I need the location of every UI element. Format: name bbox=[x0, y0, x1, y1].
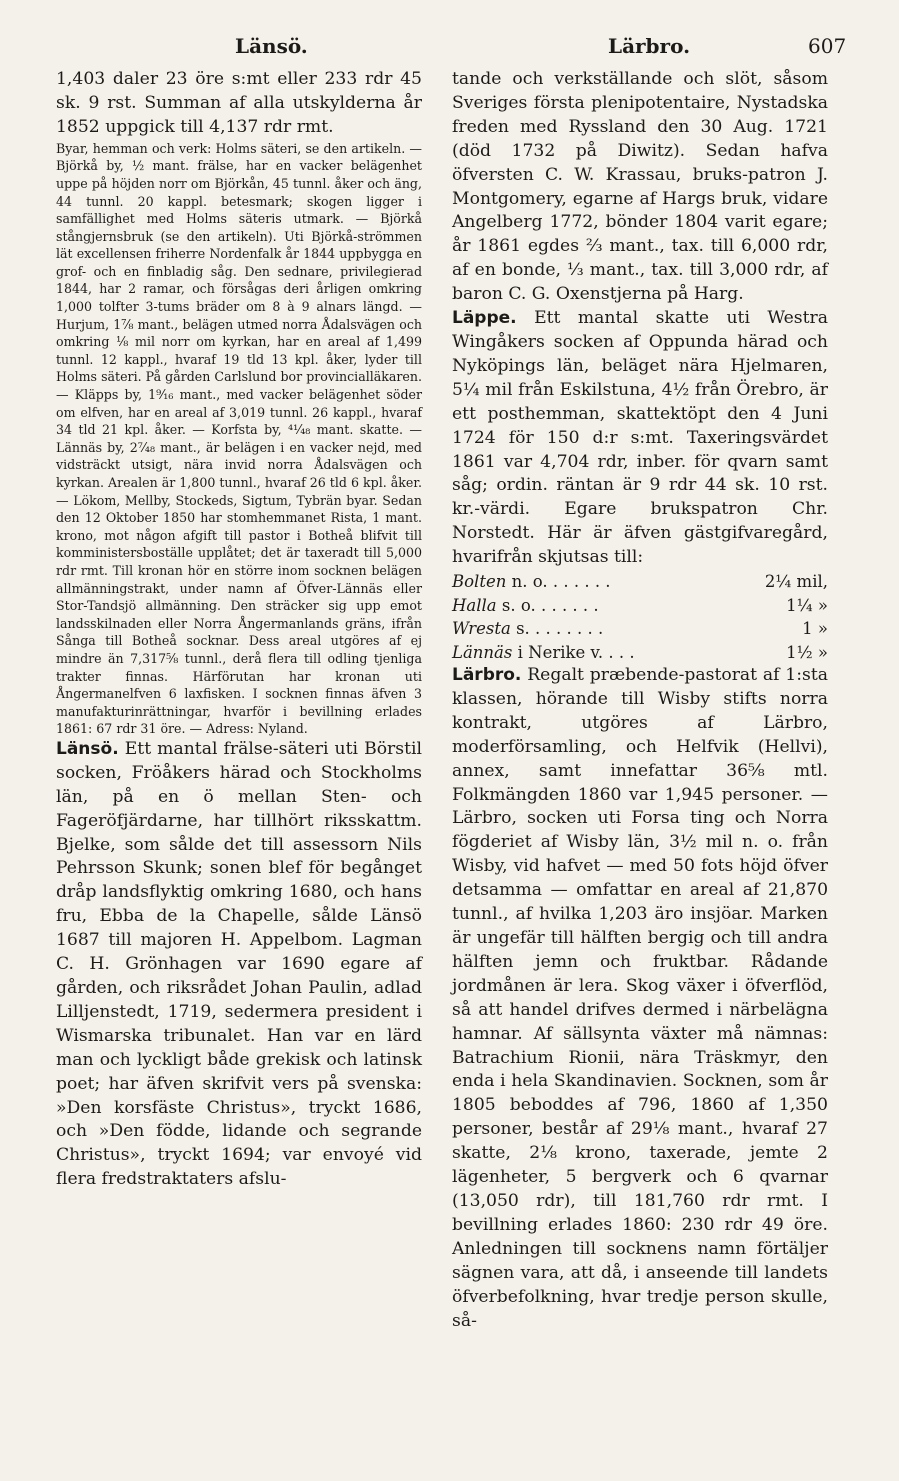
distance-row bbox=[452, 641, 828, 665]
distance-value: 1 » bbox=[802, 619, 828, 639]
left-column bbox=[56, 68, 422, 1192]
headword-larbro: Lärbro. bbox=[452, 665, 522, 686]
distance-place: Halla bbox=[452, 595, 497, 615]
entry-larbro bbox=[452, 664, 828, 1333]
distance-place: Wresta bbox=[452, 619, 511, 639]
entry-lanso bbox=[56, 738, 422, 1192]
distance-direction: n. o. . . . . . . bbox=[511, 572, 611, 592]
distance-row bbox=[452, 570, 828, 594]
left-paragraph-villages: Byar, hemman och verk: Holms säteri, se den artikeln. — Björkå by, ½ mant. frälse, har en vacker belägenhet uppe på höjden norr om Björkån, 45 tunnl. åker och äng, 44 tunnl. 20 kappl. betesmark; skogen ligger i samfällighet med Holms säteris utmark. — Björkå stångjernsbruk (se den artikeln). Uti Björkå-strömmen lät excellensen friherre Nordenfalk år 1844 uppbygga en grof- och en finbladig såg. Den sednare, privilegierad 1844, har 2 ramar, och försågas deri årligen omkring 1,000 tolfter 3-tums bräder om 8 à 9 alnars längd. — Hurjum, 1⅞ mant., belägen utmed norra Ådalsvägen och omkring ⅛ mil norr om kyrkan, har en areal af 1,499 tunnl. 12 kappl., hvaraf 19 tld 13 kpl. åker, lyder till Holms säteri. På gården Carlslund bor provincialläkaren. — Kläpps by, 1⁹⁄₁₆ mant., med vacker belägenhet söder om elfven, har en areal af 3,019 tunnl. 26 kappl., hvaraf 34 tld 21 kpl. åker. — Korfsta by, ⁴¹⁄₄₈ mant. skatte. — Lännäs by, 2⁷⁄₄₈ mant., är belägen i en vacker nejd, med vidsträckt utsigt, nära invid norra Ådalsvägen och kyrkan. Arealen är 1,800 tunnl., hvaraf 26 tld 6 kpl. åker. — Lökom, Mellby, Stockeds, Sigtum, Tybrän byar. Sedan den 12 Oktober 1850 har stomhemmanet Rista, 1 mant. krono, mot någon afgift till pastor i Botheå blifvit till komministersboställe upplåtet; det är taxeradt till 5,000 rdr rmt. Till kronan hör en större inom socknen belägen allmänningstrakt, under namn af Öfver-Lännäs eller Stor-Tandsjö allmänning. Den sträcker sig upp emot landsskilnaden eller Norra Ångermanlands gräns, ifrån Sånga till Botheå socknar. Dess areal utgöres af ej mindre än 7,317⅝ tunnl., derå flera till odling tjenliga trakter finnas. Härförutan har kronan uti Ångermanelfven 6 laxfisken. I socknen finnas äfven 3 manufakturinrättningar, hvarför i bevillning erlades 1861: 67 rdr 31 öre. — Adress: Nyland. bbox=[56, 140, 422, 737]
entry-lappe-text: Ett mantal skatte uti Westra Wingåkers socken af Oppunda härad och Nyköpings län, beläget nära Hjelmaren, 5¼ mil från Eskilstuna, 4½ från Örebro, är ett posthemman, skattektöpt den 4 Juni 1724 för 150 d:r s:mt. Taxeringsvärdet 1861 var 4,704 rdr, inber. för qvarn samt såg; ordin. räntan är 9 rdr 44 sk. 10 rst. kr.-värdi. Egare brukspatron Chr. Norstedt. Här är äfven gästgifvaregård, hvarifrån skjutsas till: bbox=[452, 308, 828, 568]
right-paragraph-1: tande och verkställande och slöt, såsom Sveriges första plenipotentaire, Nystadska freden med Ryssland den 30 Aug. 1721 (död 1732 på Diwitz). Sedan hafva öfversten C. W. Krassau, bruks-patron J. Montgomery, egarne af Hargs bruk, vidare Angelberg 1772, bönder 1804 varit egare; år 1861 egdes ⅔ mant., tax. till 6,000 rdr, af en bonde, ⅓ mant., tax. till 3,000 rdr, af baron C. G. Oxenstjerna på Harg. bbox=[452, 69, 828, 305]
distance-direction: s. o. . . . . . . bbox=[501, 595, 599, 615]
entry-larbro-text: Regalt præbende-pastorat af 1:sta klassen, hörande till Wisby stifts norra kontrakt, utgöres af Lärbro, moderförsamling, och Helfvik (Hellvi), annex, samt innefattar 36⅝ mtl. Folkmängden 1860 var 1,945 personer. — Lärbro, socken uti Forsa ting och Norra fögderiet af Wisby län, 3½ mil n. o. från Wisby, vid hafvet — med 50 fots höjd öfver detsamma — omfattar en areal af 21,870 tunnl., af hvilka 1,203 äro insjöar. Marken är ungefär till hälften bergig och till andra hälften jemn och fruktbar. Rådande jordmånen är lera. Skog växer i öfverflöd, så att handel drifves dermed i närbelägna hamnar. Af sällsynta växter må nämnas: Batrachium Rionii, nära Träskmyr, den enda i hela Skandinavien. Socknen, som år 1805 beboddes af 796, 1860 af 1,350 personer, består af 29⅛ mant., hvaraf 27 skatte, 2⅛ krono, taxerade, jemte 2 lägenheter, 5 bergverk och 6 qvarnar (13,050 rdr), till 181,760 rdr rmt. I bevillning erlades 1860: 230 rdr 49 öre. Anledningen till socknens namn förtäljer sägnen vara, att då, i anseende till landets öfverbefolkning, hvar tredje person skulle, så- bbox=[452, 665, 828, 1331]
distance-value: 1¼ » bbox=[786, 595, 828, 615]
running-head-left: Länsö. bbox=[235, 34, 308, 58]
distance-place: Bolten bbox=[452, 572, 507, 592]
distance-place: Lännäs bbox=[452, 642, 513, 662]
distance-table bbox=[452, 570, 828, 664]
headword-lappe: Läppe. bbox=[452, 308, 517, 329]
right-column bbox=[452, 68, 828, 1333]
distance-value: 2¼ mil, bbox=[764, 572, 828, 592]
entry-lanso-text: Ett mantal frälse-säteri uti Börstil socken, Fröåkers härad och Stockholms län, på en ö mellan Sten- och Fageröfjärdarne, har tillhört riksskattm. Bjelke, som sålde det till assessorn Nils Pehrsson Skunk; sonen blef för begånget dråp landsflyktig omkring 1680, och hans fru, Ebba de la Chapelle, sålde Länsö 1687 till majoren H. Appelbom. Lagman C. H. Grönhagen var 1690 egare af gården, och riksrådet Johan Paulin, adlad Lilljenstedt, 1719, sedermera president i Wismarska tribunalet. Han var en lärd man och lyckligt både grekisk och latinsk poet; har äfven skrifvit vers på svenska: »Den korsfäste Christus», tryckt 1686, och »Den födde, lidande och segrande Christus», tryckt 1694; var envoyé vid flera fredstraktaters afslu- bbox=[56, 738, 422, 1190]
headword-lanso: Länsö. bbox=[56, 738, 119, 759]
distance-direction: s. . . . . . . . bbox=[516, 619, 604, 639]
page-number: 607 bbox=[808, 34, 847, 58]
distance-direction: i Nerike v. . . . bbox=[517, 642, 635, 662]
entry-lappe bbox=[452, 307, 828, 570]
distance-value: 1½ » bbox=[786, 642, 828, 662]
distance-row bbox=[452, 594, 828, 618]
left-paragraph-1: 1,403 daler 23 öre s:mt eller 233 rdr 45 sk. 9 rst. Summan af alla utskylderna år 1852 uppgick till 4,137 rdr rmt. bbox=[56, 69, 422, 137]
running-head-right: Lärbro. bbox=[608, 34, 691, 58]
distance-row bbox=[452, 617, 828, 641]
